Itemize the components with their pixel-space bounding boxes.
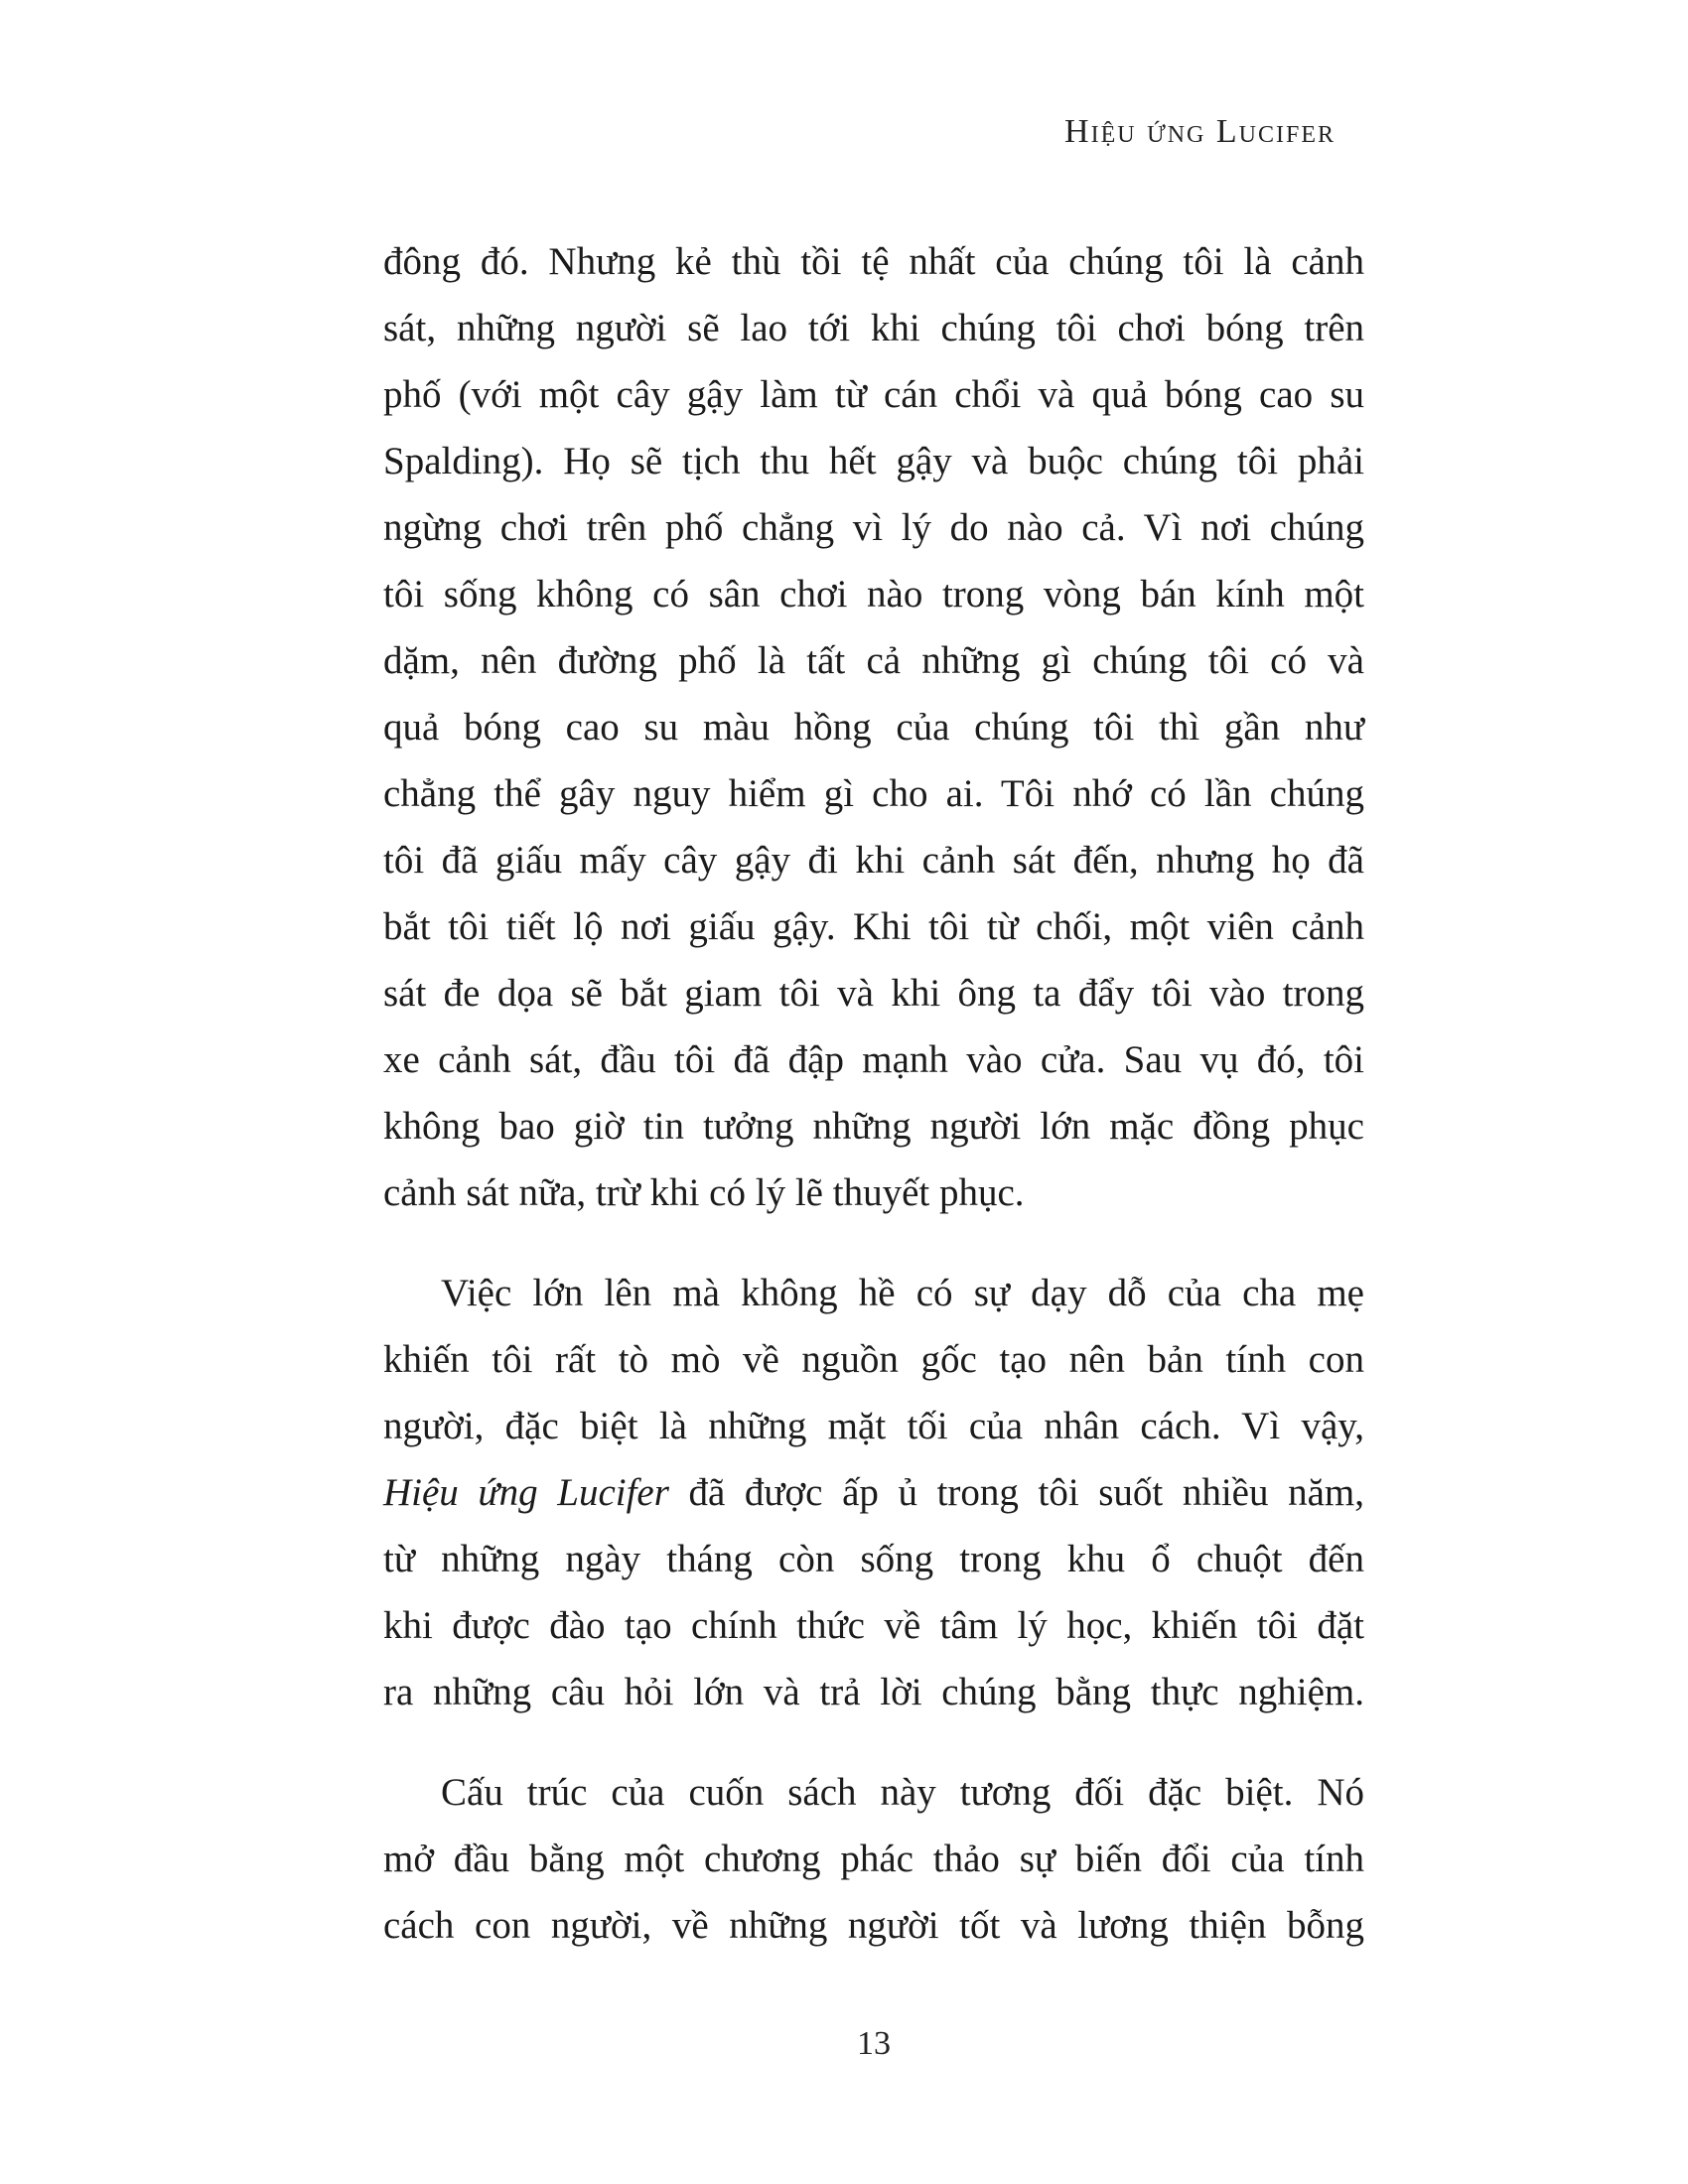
text-segment: dặm, nên đường phố là tất cả những gì chúng tôi có và [383, 639, 1364, 682]
text-line [383, 1260, 1364, 1326]
text-line [383, 893, 1364, 960]
book-title-italic: Hiệu ứng Lucifer [383, 1471, 669, 1514]
text-segment: sát, những người sẽ lao tới khi chúng tôi chơi bóng trên [383, 307, 1364, 349]
text-line [383, 1826, 1364, 1892]
text-segment: khiến tôi rất tò mò về nguồn gốc tạo nên bản tính con [383, 1338, 1364, 1381]
paragraph [383, 1260, 1364, 1725]
text-line [383, 1759, 1364, 1826]
text-line [383, 827, 1364, 893]
page-number: 13 [857, 2025, 891, 2062]
text-line [383, 1026, 1364, 1093]
text-segment: chẳng thể gây nguy hiểm gì cho ai. Tôi nhớ có lần chúng [383, 772, 1364, 815]
text-segment: đông đó. Nhưng kẻ thù tồi tệ nhất của chúng tôi là cảnh [383, 240, 1364, 283]
text-line [383, 1459, 1364, 1526]
text-line [383, 1592, 1364, 1659]
text-line [383, 1393, 1364, 1459]
text-line [383, 1526, 1364, 1592]
text-line [383, 1160, 1364, 1226]
text-segment: bắt tôi tiết lộ nơi giấu gậy. Khi tôi từ chối, một viên cảnh [383, 905, 1364, 948]
text-segment: không bao giờ tin tưởng những người lớn mặc đồng phục [383, 1105, 1364, 1148]
text-segment: đã được ấp ủ trong tôi suốt nhiều năm, [668, 1471, 1364, 1514]
text-line [383, 1892, 1364, 1959]
text-segment: Việc lớn lên mà không hề có sự dạy dỗ của cha mẹ [441, 1272, 1364, 1314]
text-line [383, 694, 1364, 760]
text-segment: khi được đào tạo chính thức về tâm lý học, khiến tôi đặt [383, 1604, 1364, 1647]
text-segment: sát đe dọa sẽ bắt giam tôi và khi ông ta đẩy tôi vào trong [383, 972, 1364, 1015]
text-segment: phố (với một cây gậy làm từ cán chổi và quả bóng cao su [383, 373, 1364, 416]
text-line [383, 1659, 1364, 1725]
text-segment: xe cảnh sát, đầu tôi đã đập mạnh vào cửa. Sau vụ đó, tôi [383, 1038, 1364, 1081]
paragraph [383, 1759, 1364, 1959]
text-segment: từ những ngày tháng còn sống trong khu ổ chuột đến [383, 1538, 1364, 1580]
paragraph [383, 228, 1364, 1226]
text-segment: tôi đã giấu mấy cây gậy đi khi cảnh sát đến, nhưng họ đã [383, 839, 1364, 882]
text-line [383, 295, 1364, 361]
text-segment: ngừng chơi trên phố chẳng vì lý do nào cả. Vì nơi chúng [383, 506, 1364, 549]
body-text [383, 228, 1364, 1959]
text-line [383, 228, 1364, 295]
running-header: Hiệu ứng Lucifer [1064, 113, 1336, 150]
text-line [383, 760, 1364, 827]
text-line [383, 1093, 1364, 1160]
text-line [383, 627, 1364, 694]
text-line [383, 561, 1364, 627]
text-segment: Spalding). Họ sẽ tịch thu hết gậy và buộc chúng tôi phải [383, 440, 1364, 482]
text-segment: tôi sống không có sân chơi nào trong vòng bán kính một [383, 573, 1364, 615]
text-line [383, 361, 1364, 428]
text-line [383, 960, 1364, 1026]
text-segment: Cấu trúc của cuốn sách này tương đối đặc biệt. Nó [441, 1771, 1364, 1814]
text-segment: cách con người, về những người tốt và lương thiện bỗng [383, 1904, 1364, 1947]
text-segment: quả bóng cao su màu hồng của chúng tôi thì gần như [383, 706, 1364, 749]
text-segment: ra những câu hỏi lớn và trả lời chúng bằng thực nghiệm. [383, 1671, 1364, 1713]
text-line [383, 428, 1364, 494]
text-line [383, 1326, 1364, 1393]
text-segment: người, đặc biệt là những mặt tối của nhân cách. Vì vậy, [383, 1405, 1364, 1447]
text-line [383, 494, 1364, 561]
text-segment: cảnh sát nữa, trừ khi có lý lẽ thuyết phục. [383, 1171, 1025, 1214]
text-segment: mở đầu bằng một chương phác thảo sự biến đổi của tính [383, 1838, 1364, 1880]
